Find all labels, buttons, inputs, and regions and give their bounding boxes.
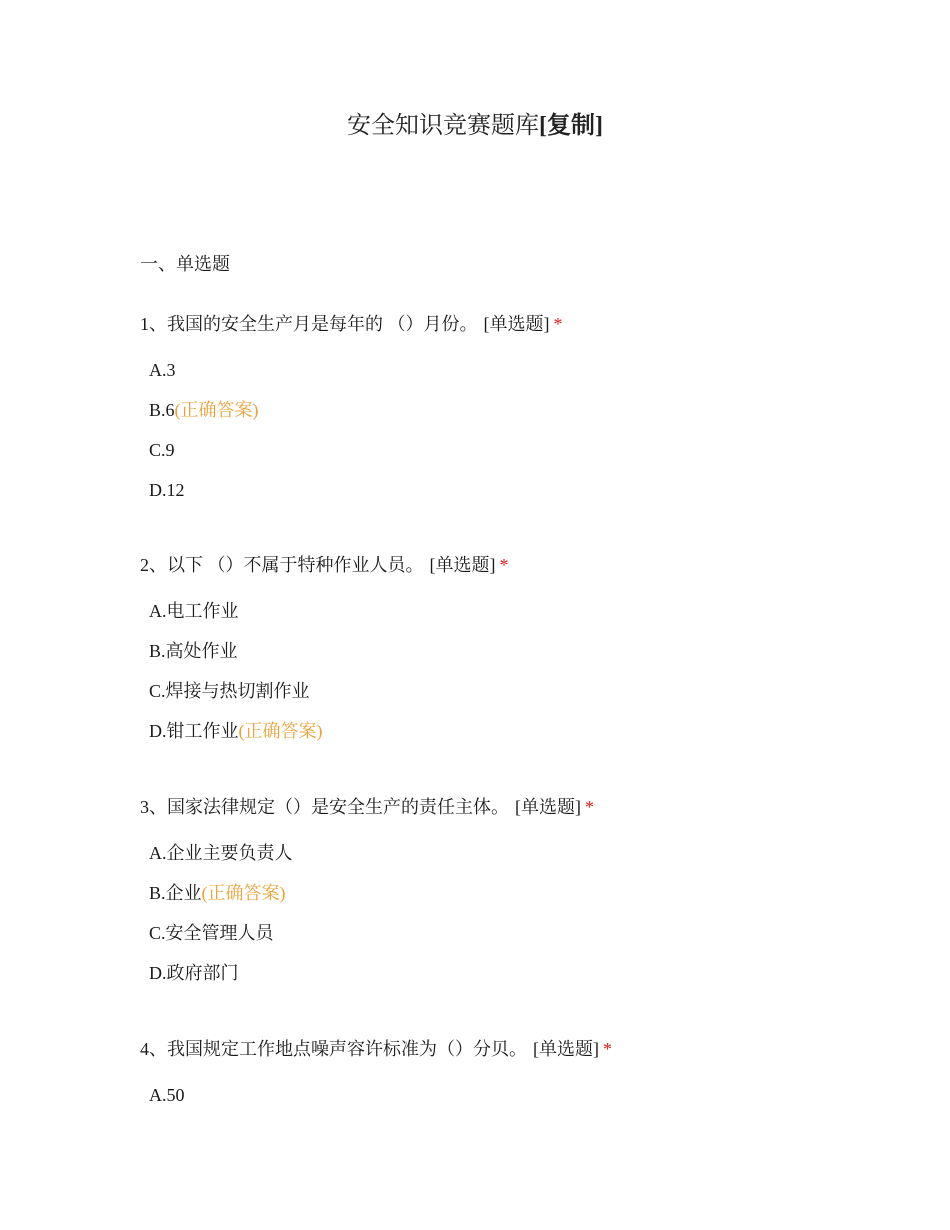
option-item	[149, 639, 900, 663]
question-stem	[140, 312, 900, 336]
option-item	[149, 961, 900, 985]
option-text: C.焊接与热切割作业	[149, 681, 310, 701]
option-text: A.50	[149, 1085, 185, 1105]
correct-answer-mark: (正确答案)	[201, 883, 286, 903]
required-mark: *	[585, 797, 594, 817]
question-1	[140, 312, 900, 502]
question-stem	[140, 1037, 900, 1061]
question-text: 4、我国规定工作地点噪声容许标准为（）分贝。	[140, 1039, 527, 1059]
required-mark: *	[499, 555, 509, 575]
question-type-tag: [单选题]	[483, 314, 550, 334]
option-item-correct	[149, 398, 900, 422]
page-title-main: 安全知识竞赛题库	[347, 113, 539, 139]
question-text: 2、以下 （）不属于特种作业人员。	[140, 555, 424, 575]
option-item-correct	[149, 719, 900, 743]
option-text: A.企业主要负责人	[149, 843, 293, 863]
required-mark: *	[603, 1039, 612, 1059]
question-type-tag: [单选题]	[429, 555, 496, 575]
option-list	[140, 599, 900, 743]
option-text: D.12	[149, 480, 185, 500]
question-stem	[140, 795, 900, 819]
option-text: A.3	[149, 360, 176, 380]
option-item	[149, 358, 900, 382]
option-text: B.6	[149, 400, 175, 420]
question-stem	[140, 553, 900, 577]
option-text: B.高处作业	[149, 641, 238, 661]
option-item	[149, 921, 900, 945]
question-2	[140, 553, 900, 743]
option-item	[149, 679, 900, 703]
question-text: 1、我国的安全生产月是每年的 （）月份。	[140, 314, 478, 334]
question-type-tag: [单选题]	[515, 797, 581, 817]
section-heading: 一、单选题	[140, 254, 230, 274]
required-mark: *	[553, 314, 563, 334]
option-item	[149, 841, 900, 865]
option-item	[149, 1083, 900, 1107]
question-4	[140, 1037, 900, 1107]
option-item	[149, 478, 900, 502]
option-text: A.电工作业	[149, 601, 239, 621]
option-list	[140, 841, 900, 985]
option-text: C.9	[149, 440, 175, 460]
option-list	[140, 1083, 900, 1107]
option-item	[149, 438, 900, 462]
question-text: 3、国家法律规定（）是安全生产的责任主体。	[140, 797, 509, 817]
option-text: D.钳工作业	[149, 721, 239, 741]
option-text: D.政府部门	[149, 963, 239, 983]
page-title-suffix: [复制]	[539, 113, 603, 139]
correct-answer-mark: (正确答案)	[238, 721, 323, 741]
correct-answer-mark: (正确答案)	[174, 400, 259, 420]
option-list	[140, 358, 900, 502]
option-text: B.企业	[149, 883, 202, 903]
question-type-tag: [单选题]	[533, 1039, 599, 1059]
page-title	[0, 110, 950, 142]
option-item	[149, 599, 900, 623]
question-3	[140, 795, 900, 985]
option-text: C.安全管理人员	[149, 923, 274, 943]
option-item-correct	[149, 881, 900, 905]
